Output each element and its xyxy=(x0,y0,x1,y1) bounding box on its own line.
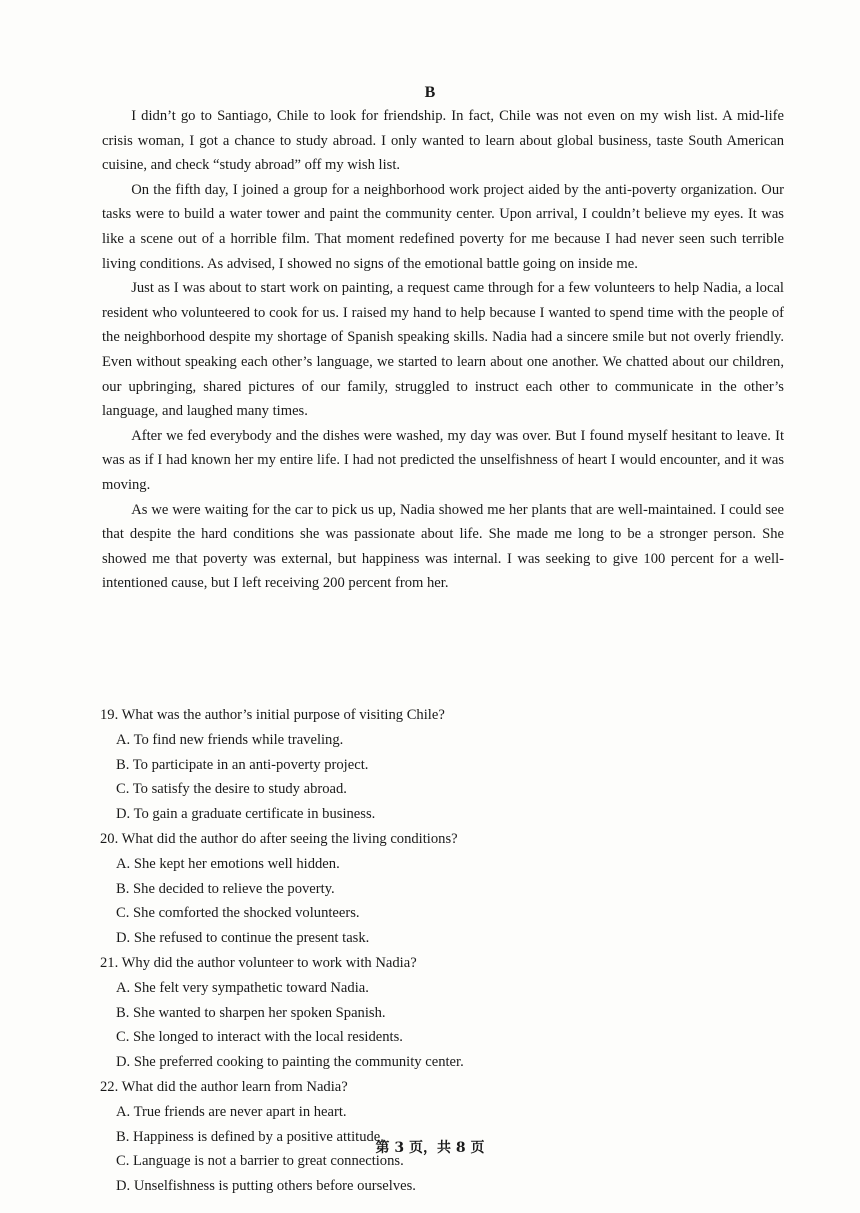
passage-paragraph: Just as I was about to start work on painting, a request came through for a few volunteers to help Nadia, a local resident who volunteered to cook for us. I raised my hand to help because I wanted to spend time with the people of the neighborhood despite my shortage of Spanish speaking skills. Nadia had a sincere smile but not overly friendly. Even without speaking each other’s language, we started to learn about one another. We chatted about our children, our upbringing, shared pictures of our family, struggled to instruct each other to communicate in the other’s language, and laughed many times. xyxy=(102,280,784,420)
option-b: B. To participate in an anti-poverty project. xyxy=(116,756,369,773)
option-c: C. To satisfy the desire to study abroad. xyxy=(116,781,347,798)
passage-paragraph: On the fifth day, I joined a group for a neighborhood work project aided by the anti-poverty organization. Our tasks were to build a water tower and paint the community center. Upon arrival, I couldn’t believe my eyes. It was like a scene out of a horrible film. That moment redefined poverty for me because I had never seen such terrible living conditions. As advised, I showed no signs of the emotional battle going on inside me. xyxy=(102,181,784,272)
option-a: A. She kept her emotions well hidden. xyxy=(116,855,340,872)
option-d: D. She refused to continue the present task. xyxy=(116,930,370,947)
question-21 xyxy=(100,951,790,1075)
option-a: A. To find new friends while traveling. xyxy=(116,731,344,748)
option-c: C. Language is not a barrier to great connections. xyxy=(116,1153,404,1170)
option-d: D. To gain a graduate certificate in business. xyxy=(116,806,376,823)
passage-paragraph: After we fed everybody and the dishes were washed, my day was over. But I found myself hesitant to leave. It was as if I had known her my entire life. I had not predicted the unselfishness of heart I would encounter, and it was moving. xyxy=(102,427,784,493)
option-c: C. She longed to interact with the local residents. xyxy=(116,1029,403,1046)
option-c: C. She comforted the shocked volunteers. xyxy=(116,905,360,922)
question-19 xyxy=(100,703,790,827)
option-d: D. Unselfishness is putting others before ourselves. xyxy=(116,1178,416,1195)
question-20 xyxy=(100,827,790,951)
option-b: B. Happiness is defined by a positive attitude. xyxy=(116,1128,384,1145)
question-list xyxy=(100,703,790,1199)
question-stem: 19. What was the author’s initial purpose of visiting Chile? xyxy=(100,707,445,723)
section-title: B xyxy=(424,84,436,101)
passage-paragraph: I didn’t go to Santiago, Chile to look for friendship. In fact, Chile was not even on my wish list. A mid-life crisis woman, I got a chance to study abroad. I only wanted to learn about global business, taste South American cuisine, and check “study abroad” off my wish list. xyxy=(102,108,784,174)
question-stem: 22. What did the author learn from Nadia? xyxy=(100,1078,348,1095)
option-b: B. She decided to relieve the poverty. xyxy=(116,880,335,897)
reading-passage xyxy=(102,104,784,596)
option-group xyxy=(100,976,790,1075)
option-group xyxy=(100,728,790,827)
page-number: 第 3 页，共 8 页 xyxy=(375,1140,485,1156)
option-d: D. She preferred cooking to painting the community center. xyxy=(116,1054,464,1071)
option-group xyxy=(100,852,790,951)
passage-paragraph: As we were waiting for the car to pick us up, Nadia showed me her plants that are well-maintained. I could see that despite the hard conditions she was passionate about life. She made me long to be a stronger person. She showed me that poverty was external, but happiness was internal. I was seeking to give 100 percent for a well-intentioned cause, but I left receiving 200 percent from her. xyxy=(102,501,784,592)
question-stem: 20. What did the author do after seeing the living conditions? xyxy=(100,830,458,847)
question-stem: 21. Why did the author volunteer to work with Nadia? xyxy=(100,954,417,971)
option-a: A. True friends are never apart in heart. xyxy=(116,1103,347,1120)
option-b: B. She wanted to sharpen her spoken Spanish. xyxy=(116,1004,386,1021)
option-a: A. She felt very sympathetic toward Nadia. xyxy=(116,979,369,996)
